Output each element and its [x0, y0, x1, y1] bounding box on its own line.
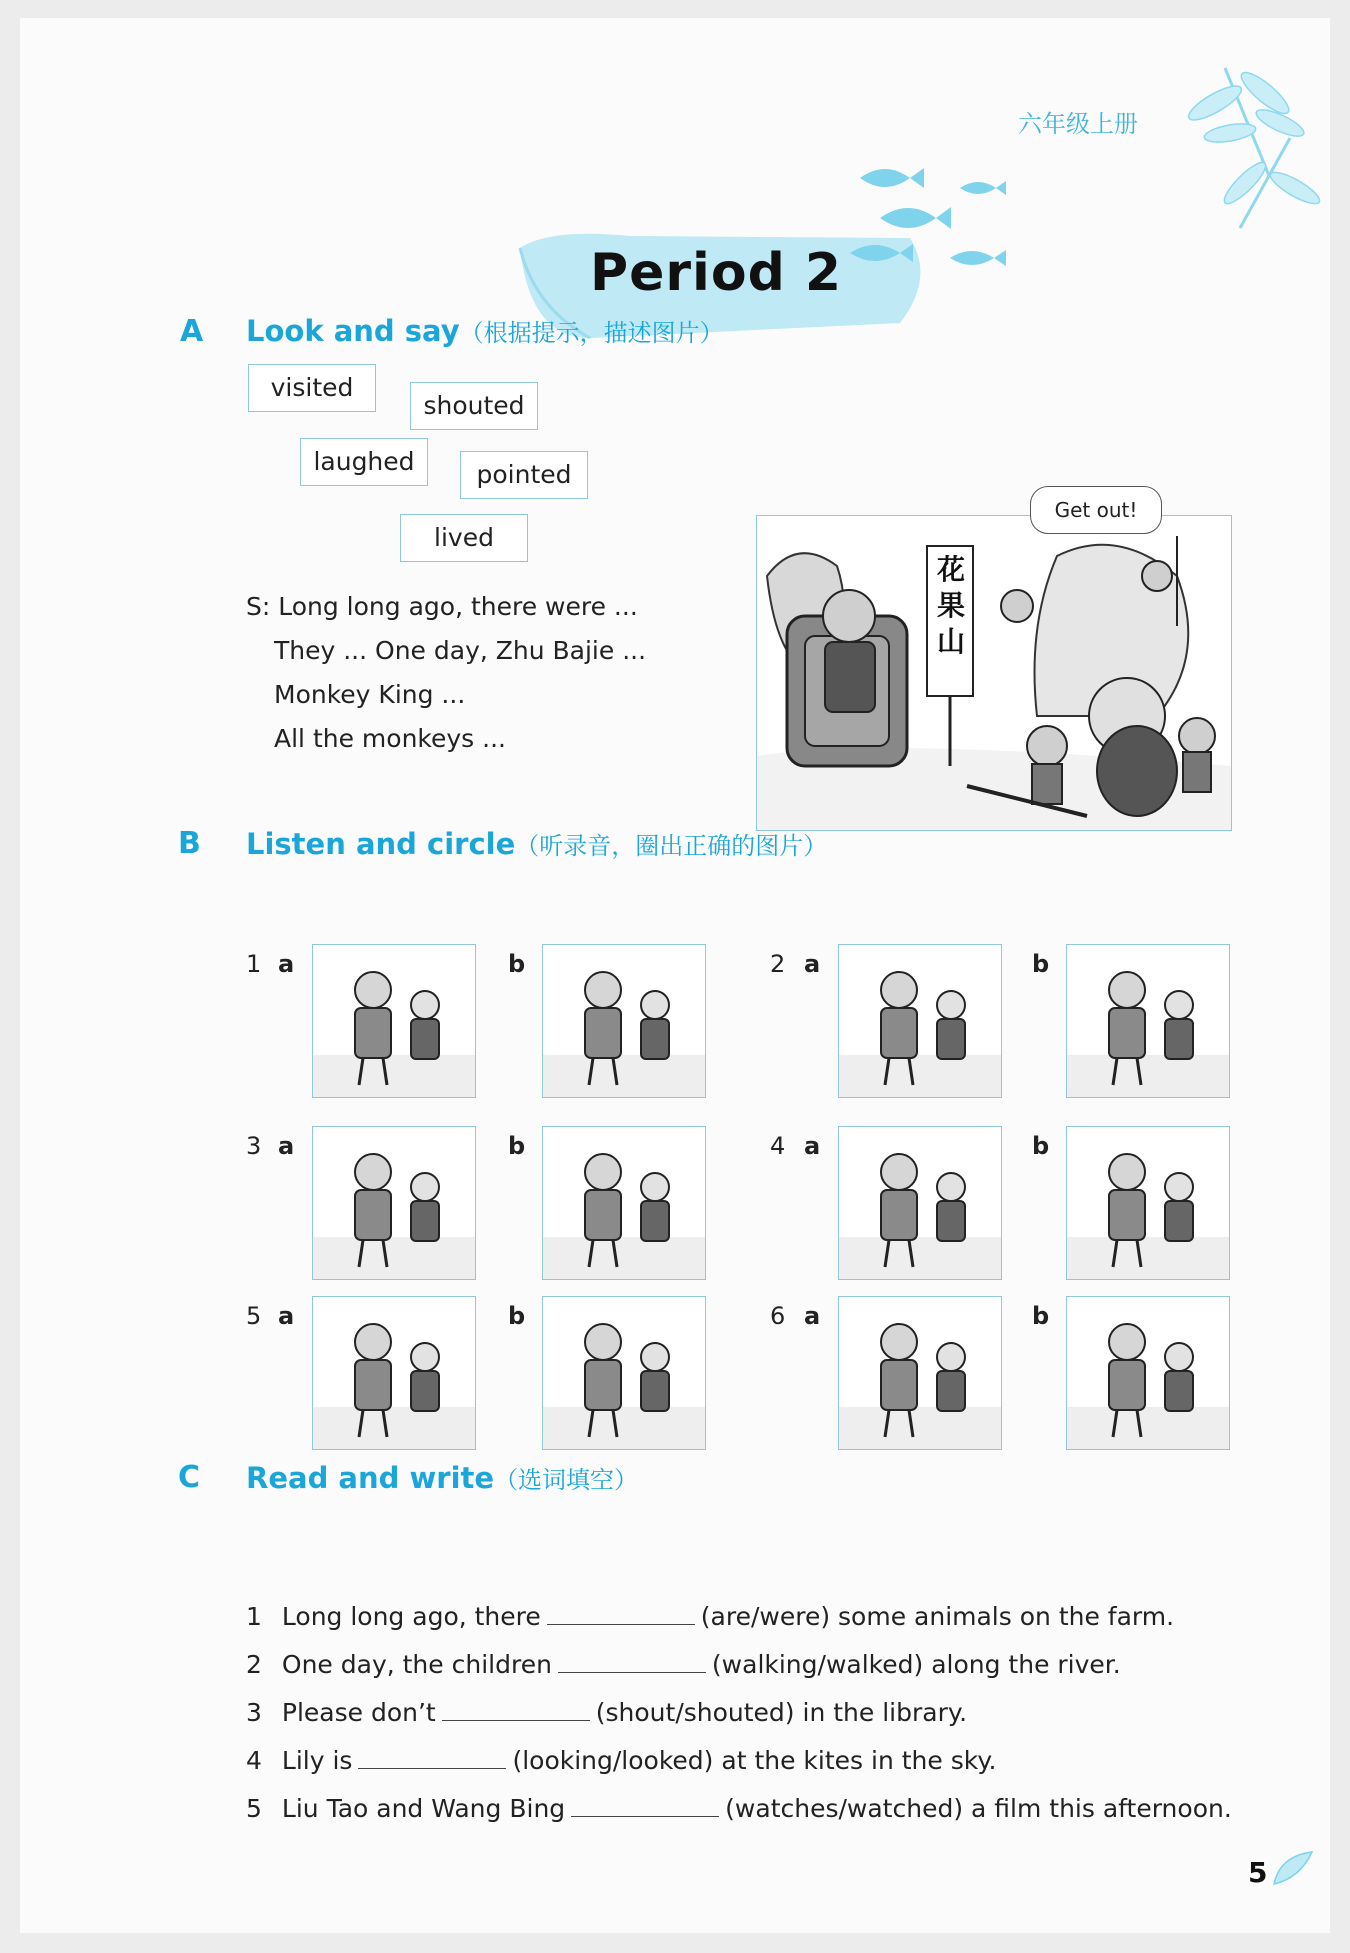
item-5-picture-a[interactable] [312, 1296, 476, 1450]
item-3-picture-a[interactable] [312, 1126, 476, 1280]
section-a-title [246, 313, 724, 348]
item-3-number: 3 [246, 1132, 262, 1160]
item-3-picture-b[interactable] [542, 1126, 706, 1280]
section-c-letter: C [178, 1460, 201, 1495]
item-2-picture-b[interactable] [1066, 944, 1230, 1098]
item-6-option-b-label: b [1032, 1302, 1050, 1330]
leaf-decoration-icon [1270, 1848, 1316, 1888]
fill-item-number: 4 [246, 1746, 262, 1775]
item-6-number: 6 [770, 1302, 786, 1330]
dragonfly-decoration-icon [1170, 48, 1330, 248]
fill-item-4 [246, 1746, 997, 1775]
grade-label: 六年级上册 [1018, 110, 1138, 138]
item-4-picture-b[interactable] [1066, 1126, 1230, 1280]
item-4-option-a-label: a [804, 1132, 821, 1160]
picture-drawing [543, 1127, 705, 1279]
page-title: Period 2 [590, 243, 843, 303]
fill-item-text-before: One day, the children [281, 1650, 552, 1679]
prompt-line-1: S: Long long ago, there were ... [246, 592, 638, 621]
item-1-picture-b[interactable] [542, 944, 706, 1098]
speech-bubble: Get out! [1030, 486, 1162, 534]
fill-item-text-after: (walking/walked) along the river. [711, 1650, 1121, 1679]
sign-char-1: 花 [936, 553, 965, 586]
sign-char-2: 果 [936, 589, 965, 622]
fill-item-number: 1 [246, 1602, 262, 1631]
word-box-pointed: pointed [460, 451, 588, 499]
section-a-title-zh: （根据提示，描述图片） [459, 319, 724, 347]
sign-char-3: 山 [936, 625, 965, 658]
item-1-number: 1 [246, 950, 262, 978]
prompt-line-2: They ... One day, Zhu Bajie ... [274, 636, 647, 665]
answer-blank[interactable] [558, 1650, 706, 1673]
word-box-visited: visited [248, 364, 376, 412]
item-3-option-a-label: a [278, 1132, 295, 1160]
section-c-title [246, 1460, 638, 1495]
word-box-laughed: laughed [300, 438, 428, 486]
item-2-picture-a[interactable] [838, 944, 1002, 1098]
picture-drawing [839, 1297, 1001, 1449]
picture-drawing [543, 945, 705, 1097]
word-box-shouted: shouted [410, 382, 538, 430]
section-c-title-zh: （选词填空） [494, 1466, 639, 1494]
item-4-option-b-label: b [1032, 1132, 1050, 1160]
section-b-letter: B [178, 826, 201, 861]
picture-drawing [839, 945, 1001, 1097]
fill-item-3 [246, 1698, 967, 1727]
fill-item-text-before: Long long ago, there [281, 1602, 541, 1631]
item-4-picture-a[interactable] [838, 1126, 1002, 1280]
item-5-option-b-label: b [508, 1302, 526, 1330]
section-b-title-zh: （听录音，圈出正确的图片） [515, 832, 828, 860]
answer-blank[interactable] [547, 1602, 695, 1625]
answer-blank[interactable] [442, 1698, 590, 1721]
item-2-option-b-label: b [1032, 950, 1050, 978]
fill-item-2 [246, 1650, 1121, 1679]
item-3-option-b-label: b [508, 1132, 526, 1160]
item-2-option-a-label: a [804, 950, 821, 978]
section-a-letter: A [180, 314, 204, 349]
fill-item-1 [246, 1602, 1174, 1631]
fill-item-text-before: Please don’t [281, 1698, 436, 1727]
answer-blank[interactable] [358, 1746, 506, 1769]
prompt-line-4: All the monkeys ... [274, 724, 506, 753]
fill-item-5 [246, 1794, 1232, 1823]
illustration-drawing [757, 516, 1231, 830]
fill-item-text-before: Liu Tao and Wang Bing [281, 1794, 566, 1823]
item-5-number: 5 [246, 1302, 262, 1330]
picture-drawing [839, 1127, 1001, 1279]
prompt-line-3: Monkey King ... [274, 680, 466, 709]
answer-blank[interactable] [571, 1794, 719, 1817]
item-6-picture-a[interactable] [838, 1296, 1002, 1450]
fill-item-number: 5 [246, 1794, 262, 1823]
item-6-picture-b[interactable] [1066, 1296, 1230, 1450]
item-2-number: 2 [770, 950, 786, 978]
fill-item-text-after: (are/were) some animals on the farm. [700, 1602, 1175, 1631]
picture-drawing [1067, 945, 1229, 1097]
picture-drawing [1067, 1127, 1229, 1279]
flower-fruit-mountain-sign [935, 552, 967, 660]
item-4-number: 4 [770, 1132, 786, 1160]
section-b-title [246, 826, 827, 861]
fish-decoration-icon [840, 158, 1020, 308]
picture-drawing [543, 1297, 705, 1449]
item-6-option-a-label: a [804, 1302, 821, 1330]
item-5-option-a-label: a [278, 1302, 295, 1330]
fill-item-text-after: (shout/shouted) in the library. [595, 1698, 968, 1727]
item-5-picture-b[interactable] [542, 1296, 706, 1450]
section-c-title-en: Read and write [246, 1461, 495, 1495]
picture-drawing [1067, 1297, 1229, 1449]
fill-item-text-after: (looking/looked) at the kites in the sky. [512, 1746, 997, 1775]
fill-item-text-before: Lily is [281, 1746, 353, 1775]
item-1-picture-a[interactable] [312, 944, 476, 1098]
word-box-lived: lived [400, 514, 528, 562]
item-1-option-b-label: b [508, 950, 526, 978]
section-a-title-en: Look and say [246, 314, 460, 348]
worksheet-page [20, 18, 1330, 1933]
fill-item-number: 3 [246, 1698, 262, 1727]
page-number: 5 [1248, 1856, 1268, 1889]
picture-drawing [313, 945, 475, 1097]
section-b-title-en: Listen and circle [246, 827, 516, 861]
fill-item-number: 2 [246, 1650, 262, 1679]
monkey-king-illustration [756, 515, 1232, 831]
picture-drawing [313, 1297, 475, 1449]
item-1-option-a-label: a [278, 950, 295, 978]
picture-drawing [313, 1127, 475, 1279]
fill-item-text-after: (watches/watched) a film this afternoon. [725, 1794, 1232, 1823]
